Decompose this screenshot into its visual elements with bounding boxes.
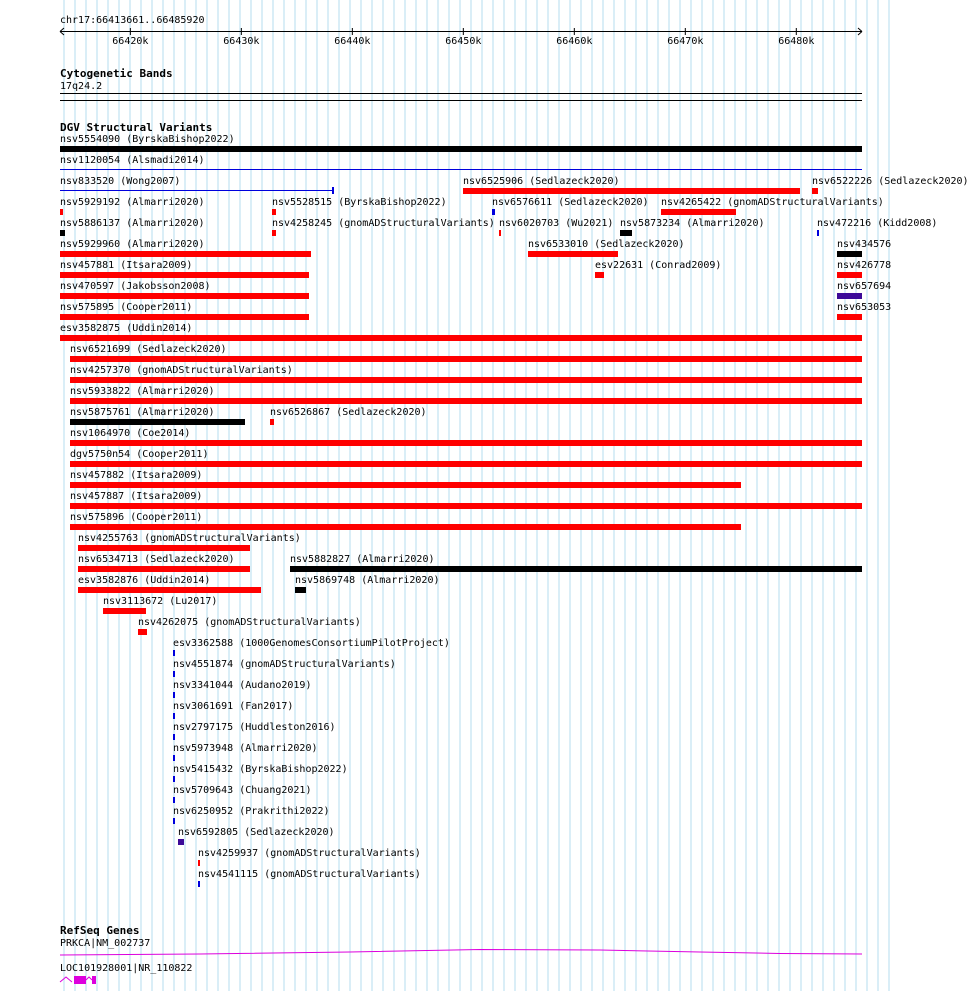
variant-bar-nsv6521699[interactable] — [70, 356, 862, 362]
variant-bar-nsv4551874[interactable] — [173, 671, 175, 677]
variant-label[interactable]: nsv4258245 (gnomADStructuralVariants) — [272, 218, 495, 229]
variant-bar-nsv5415432[interactable] — [173, 776, 175, 782]
locus-label: chr17:66413661..66485920 — [60, 15, 205, 26]
variant-bar-nsv5554090[interactable] — [60, 146, 862, 152]
variant-label[interactable]: nsv3113672 (Lu2017) — [103, 596, 218, 607]
variant-bar-nsv653053[interactable] — [837, 314, 862, 320]
variant-bar-nsv3341044[interactable] — [173, 692, 175, 698]
variant-label[interactable]: nsv1064970 (Coe2014) — [70, 428, 191, 439]
variant-bar-esv3582876[interactable] — [78, 587, 261, 593]
variant-label[interactable]: nsv457887 (Itsara2009) — [70, 491, 203, 502]
variant-label[interactable]: nsv6250952 (Prakrithi2022) — [173, 806, 330, 817]
variant-bar-nsv4265422[interactable] — [661, 209, 736, 215]
variant-bar-nsv5882827[interactable] — [290, 566, 862, 572]
variant-bar-nsv6533010[interactable] — [528, 251, 618, 257]
variant-bar-nsv457887[interactable] — [70, 503, 862, 509]
variant-label[interactable]: nsv833520 (Wong2007) — [60, 176, 181, 187]
variant-bar-esv3582875[interactable] — [60, 335, 862, 341]
cytoband-label: 17q24.2 — [60, 81, 103, 92]
ruler-tick-label: 66450k — [445, 36, 482, 47]
variant-label[interactable]: nsv5554090 (ByrskaBishop2022) — [60, 134, 235, 145]
variant-bar-nsv6522226[interactable] — [812, 188, 818, 194]
variant-label[interactable]: nsv6576611 (Sedlazeck2020) — [492, 197, 649, 208]
variant-label[interactable]: nsv3341044 (Audano2019) — [173, 680, 312, 691]
variant-label[interactable]: nsv4257370 (gnomADStructuralVariants) — [70, 365, 293, 376]
variant-bar-nsv833520[interactable] — [60, 190, 333, 191]
variant-label[interactable]: nsv5933822 (Almarri2020) — [70, 386, 215, 397]
variant-label[interactable]: esv3362588 (1000GenomesConsortiumPilotProject) — [173, 638, 450, 649]
variant-bar-nsv5875761[interactable] — [70, 419, 245, 425]
variant-label[interactable]: nsv4262075 (gnomADStructuralVariants) — [138, 617, 361, 628]
variant-label[interactable]: nsv472216 (Kidd2008) — [817, 218, 938, 229]
variant-label[interactable]: nsv6522226 (Sedlazeck2020) — [812, 176, 969, 187]
variant-bar-esv22631[interactable] — [595, 272, 604, 278]
variant-bar-nsv575895[interactable] — [60, 314, 309, 320]
ruler-tick-label: 66480k — [778, 36, 815, 47]
variant-label[interactable]: nsv6525906 (Sedlazeck2020) — [463, 176, 620, 187]
gene-label-loc101928001[interactable]: LOC101928001|NR_110822 — [60, 963, 193, 974]
variant-bar-nsv5886137[interactable] — [60, 230, 65, 236]
variant-bar-nsv4258245[interactable] — [272, 230, 276, 236]
variant-bar-nsv457881[interactable] — [60, 272, 309, 278]
variant-label[interactable]: nsv6526867 (Sedlazeck2020) — [270, 407, 427, 418]
variant-label[interactable]: nsv5886137 (Almarri2020) — [60, 218, 205, 229]
variant-bar-nsv5929192[interactable] — [60, 209, 63, 215]
variant-bar-nsv6020703[interactable] — [499, 230, 501, 236]
variant-label[interactable]: nsv5875761 (Almarri2020) — [70, 407, 215, 418]
variant-bar-nsv4262075[interactable] — [138, 629, 147, 635]
variant-bar-nsv434576[interactable] — [837, 251, 862, 257]
variant-label[interactable]: nsv5709643 (Chuang2021) — [173, 785, 312, 796]
variant-label[interactable]: nsv5973948 (Almarri2020) — [173, 743, 318, 754]
variant-label[interactable]: dgv5750n54 (Cooper2011) — [70, 449, 209, 460]
variant-bar-nsv472216[interactable] — [817, 230, 819, 236]
ruler-tick-label: 66440k — [334, 36, 371, 47]
variant-bar-nsv6250952[interactable] — [173, 818, 175, 824]
variant-label[interactable]: nsv6521699 (Sedlazeck2020) — [70, 344, 227, 355]
variant-label[interactable]: nsv426778 — [837, 260, 892, 271]
variant-bar-nsv4541115[interactable] — [198, 881, 200, 887]
variant-label[interactable]: nsv4259937 (gnomADStructuralVariants) — [198, 848, 421, 859]
variant-bar-nsv2797175[interactable] — [173, 734, 175, 740]
variant-label[interactable]: nsv4265422 (gnomADStructuralVariants) — [661, 197, 884, 208]
variant-label[interactable]: nsv5415432 (ByrskaBishop2022) — [173, 764, 348, 775]
variant-bar-nsv1120054[interactable] — [60, 169, 862, 170]
variant-label[interactable]: nsv4551874 (gnomADStructuralVariants) — [173, 659, 396, 670]
variant-label[interactable]: nsv5882827 (Almarri2020) — [290, 554, 435, 565]
variant-bar-nsv426778[interactable] — [837, 272, 862, 278]
variant-bar-nsv6576611[interactable] — [492, 209, 495, 215]
cytoband-bar-bottom — [60, 100, 862, 101]
cytoband-track-title: Cytogenetic Bands — [60, 67, 173, 80]
variant-bar-nsv457882[interactable] — [70, 482, 741, 488]
variant-label[interactable]: nsv457881 (Itsara2009) — [60, 260, 193, 271]
ruler-tick-label: 66430k — [223, 36, 260, 47]
variant-label[interactable]: nsv4255763 (gnomADStructuralVariants) — [78, 533, 301, 544]
variant-bar-nsv5973948[interactable] — [173, 755, 175, 761]
variant-label[interactable]: nsv1120054 (Alsmadi2014) — [60, 155, 205, 166]
variant-bar-nsv6592805[interactable] — [178, 839, 184, 845]
gene-label-prkca[interactable]: PRKCA|NM_002737 — [60, 938, 151, 949]
variant-bar-nsv657694[interactable] — [837, 293, 862, 299]
variant-bar-nsv5869748[interactable] — [295, 587, 306, 593]
cytoband-bar-top — [60, 93, 862, 94]
variant-label[interactable]: nsv2797175 (Huddleston2016) — [173, 722, 336, 733]
variant-label[interactable]: esv22631 (Conrad2009) — [595, 260, 722, 271]
ruler-tick-label: 66420k — [112, 36, 149, 47]
variant-label[interactable]: nsv6534713 (Sedlazeck2020) — [78, 554, 235, 565]
refseq-track-title: RefSeq Genes — [60, 924, 140, 937]
variant-label[interactable]: nsv6533010 (Sedlazeck2020) — [528, 239, 685, 250]
variant-label[interactable]: nsv575895 (Cooper2011) — [60, 302, 193, 313]
variant-bar-nsv1064970[interactable] — [70, 440, 862, 446]
variant-bar-nsv5933822[interactable] — [70, 398, 862, 404]
variant-bar-nsv6534713[interactable] — [78, 566, 250, 572]
variant-label[interactable]: nsv434576 — [837, 239, 892, 250]
variant-bar-nsv6525906[interactable] — [463, 188, 800, 194]
gene-loc101928001-model[interactable] — [0, 972, 890, 991]
variant-label[interactable]: nsv470597 (Jakobsson2008) — [60, 281, 211, 292]
variant-label[interactable]: nsv6020703 (Wu2021) — [499, 218, 614, 229]
variant-bar-nsv4255763[interactable] — [78, 545, 250, 551]
variant-bar-nsv5709643[interactable] — [173, 797, 175, 803]
variant-label[interactable]: nsv4541115 (gnomADStructuralVariants) — [198, 869, 421, 880]
variant-bar-nsv575896[interactable] — [70, 524, 741, 530]
dgv-track-title: DGV Structural Variants — [60, 121, 213, 134]
variant-label[interactable]: nsv3061691 (Fan2017) — [173, 701, 294, 712]
variant-bar-nsv6526867[interactable] — [270, 419, 274, 425]
variant-label[interactable]: nsv457882 (Itsara2009) — [70, 470, 203, 481]
variant-bar-nsv470597[interactable] — [60, 293, 309, 299]
variant-label[interactable]: nsv5528515 (ByrskaBishop2022) — [272, 197, 447, 208]
variant-label[interactable]: nsv653053 — [837, 302, 892, 313]
variant-bar-dgv5750n54[interactable] — [70, 461, 862, 467]
variant-label[interactable]: esv3582876 (Uddin2014) — [78, 575, 211, 586]
variant-label[interactable]: nsv5873234 (Almarri2020) — [620, 218, 765, 229]
gene-prkca-intron-line[interactable] — [0, 940, 890, 960]
variant-label[interactable]: nsv6592805 (Sedlazeck2020) — [178, 827, 335, 838]
variant-label[interactable]: nsv5869748 (Almarri2020) — [295, 575, 440, 586]
variant-bar-nsv5873234[interactable] — [620, 230, 632, 236]
variant-label[interactable]: nsv657694 — [837, 281, 892, 292]
variant-label[interactable]: nsv575896 (Cooper2011) — [70, 512, 203, 523]
coordinate-ruler[interactable] — [0, 0, 890, 50]
variant-bar-nsv4257370[interactable] — [70, 377, 862, 383]
ruler-tick-label: 66460k — [556, 36, 593, 47]
variant-bar-nsv3061691[interactable] — [173, 713, 175, 719]
ruler-tick-label: 66470k — [667, 36, 704, 47]
variant-label[interactable]: esv3582875 (Uddin2014) — [60, 323, 193, 334]
variant-label[interactable]: nsv5929960 (Almarri2020) — [60, 239, 205, 250]
variant-bar-nsv4259937[interactable] — [198, 860, 200, 866]
variant-bar-nsv3113672[interactable] — [103, 608, 146, 614]
variant-label[interactable]: nsv5929192 (Almarri2020) — [60, 197, 205, 208]
variant-bar-esv3362588[interactable] — [173, 650, 175, 656]
variant-bar-nsv5929960[interactable] — [60, 251, 311, 257]
variant-bar-nsv5528515[interactable] — [272, 209, 276, 215]
